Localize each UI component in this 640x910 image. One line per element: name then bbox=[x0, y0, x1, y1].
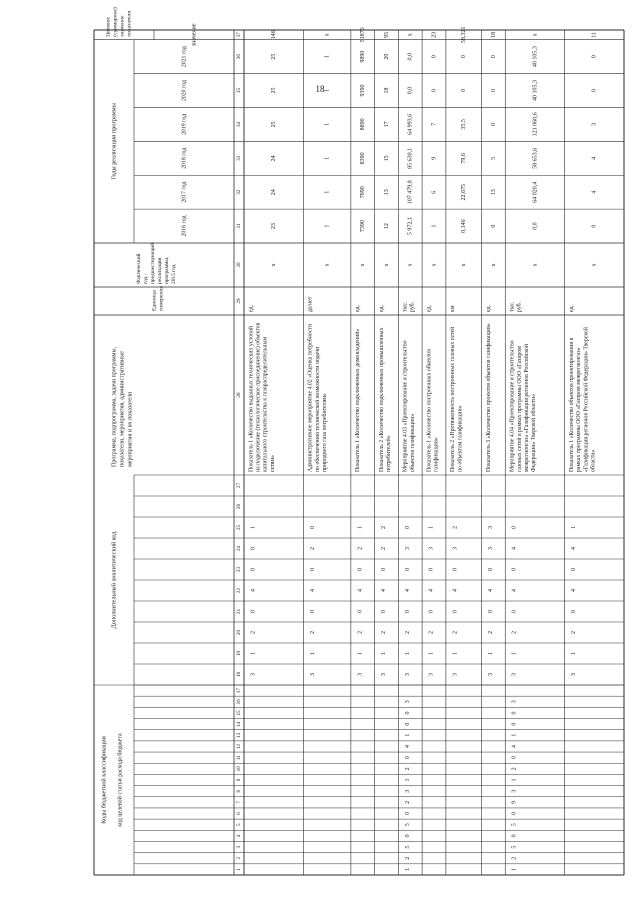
analytic-code-digit: 2 bbox=[404, 631, 411, 634]
row-year-value: 4 bbox=[591, 156, 598, 160]
row-year-value: 13 bbox=[383, 189, 390, 196]
row-target-value: 146 bbox=[271, 30, 278, 40]
budget-code-digit: 0 bbox=[511, 756, 518, 760]
row-year-value: 9890 bbox=[360, 50, 367, 63]
row-year-value: 0 bbox=[461, 89, 468, 93]
target-header: Целевое bbox=[105, 16, 112, 37]
analytic-code-digit: 3 bbox=[381, 673, 387, 676]
budget-code-digit: 3 bbox=[511, 789, 518, 793]
row-description: по обеспечению технической возможности подачи bbox=[314, 346, 321, 472]
analytic-code-digit: 0 bbox=[381, 610, 387, 613]
row-year-value: 7890 bbox=[360, 186, 367, 199]
budget-code-digit: 5 bbox=[511, 823, 518, 827]
analytic-code-digit: 3 bbox=[452, 673, 459, 676]
row-unit: км bbox=[450, 305, 457, 312]
analytic-code-digit: 1 bbox=[428, 526, 435, 529]
row-year-value: 0 bbox=[490, 224, 497, 228]
row-year-value: 5 972,1 bbox=[407, 217, 414, 236]
row-base-year: х bbox=[532, 263, 539, 267]
analytic-code-digit: 2 bbox=[381, 547, 387, 550]
analytic-code-digit: 1 bbox=[250, 526, 257, 529]
row-description: Федерации» Тверской области» bbox=[531, 394, 538, 472]
budget-code-digit: 1 bbox=[511, 867, 518, 871]
col-number: 12 bbox=[236, 743, 243, 750]
row-year-value: 24 bbox=[271, 155, 278, 162]
budget-code-digit: 4 bbox=[511, 744, 518, 748]
analytic-code-digit: 0 bbox=[428, 610, 435, 613]
budget-code-digit: 0 bbox=[404, 812, 411, 816]
col-number: 21 bbox=[236, 608, 243, 615]
row-year-value: 20 bbox=[383, 53, 390, 60]
row-year-value: 0 bbox=[490, 89, 497, 93]
col-number: 14 bbox=[236, 721, 243, 727]
row-base-year: х bbox=[591, 263, 598, 267]
row-unit: ед. bbox=[485, 305, 492, 312]
row-description: газификации» bbox=[433, 437, 440, 472]
analytic-code-digit: 3 bbox=[487, 673, 494, 676]
row-unit: руб. bbox=[409, 301, 416, 312]
analytic-code-digit: 0 bbox=[404, 568, 411, 571]
row-year-value: 5 bbox=[490, 156, 497, 160]
row-year-value: 1 bbox=[324, 190, 331, 194]
row-description: Показатель 3 «Количество проектов объектов газификации» bbox=[485, 323, 492, 472]
analytic-code-digit: 2 bbox=[357, 631, 364, 634]
budget-sub-header: код целевой статьи расхода бюджета bbox=[117, 733, 124, 827]
row-base-year: х bbox=[490, 263, 497, 267]
row-year-value: 0 bbox=[461, 55, 468, 59]
budget-code-digit: 1 bbox=[404, 733, 411, 737]
budget-code-digit: 1 bbox=[511, 733, 518, 737]
analytic-code-digit: 3 bbox=[309, 673, 316, 676]
unit-header: Единица bbox=[151, 290, 158, 311]
row-year-value: 1 bbox=[324, 122, 331, 126]
year-col-header: 2018 год bbox=[181, 147, 188, 169]
row-year-value: 0 bbox=[431, 55, 438, 59]
row-description: потребителей» bbox=[386, 435, 393, 472]
col-number: 9 bbox=[236, 778, 243, 782]
analytic-code-digit: 0 bbox=[571, 568, 577, 571]
row-year-value: 40 105,3 bbox=[532, 46, 539, 68]
analytic-code-digit: 0 bbox=[357, 610, 364, 613]
analytic-code-digit: 0 bbox=[309, 568, 316, 571]
analytic-code-digit: 2 bbox=[452, 526, 459, 529]
budget-code-digit: 0 bbox=[404, 711, 411, 715]
analytic-code-digit: 0 bbox=[404, 526, 411, 529]
analytic-code-digit: 0 bbox=[309, 526, 316, 529]
target-sub-header: значение bbox=[191, 23, 198, 47]
row-year-value: 22,675 bbox=[461, 183, 468, 201]
budget-code-digit: 0 bbox=[511, 834, 518, 838]
row-description: области» bbox=[590, 449, 597, 472]
row-year-value: 0 bbox=[591, 224, 598, 228]
base-year-header: предшествующий bbox=[150, 242, 157, 284]
row-target-value: 51876 bbox=[360, 27, 367, 43]
budget-code-digit: 5 bbox=[511, 845, 518, 849]
col-number: 33 bbox=[236, 155, 243, 161]
row-year-value: 4 bbox=[591, 190, 598, 194]
analytic-code-digit: 4 bbox=[452, 589, 459, 592]
analytic-code-digit: 1 bbox=[452, 652, 459, 655]
col-number: 19 bbox=[236, 650, 243, 657]
row-year-value: 0 bbox=[431, 89, 438, 93]
row-base-year: х bbox=[431, 263, 438, 267]
row-year-value: 7 bbox=[431, 122, 438, 126]
row-year-value: 12 bbox=[383, 223, 390, 230]
row-description: Показатель 1 «Количество выданных технических условий bbox=[248, 325, 255, 472]
row-year-value: 13 bbox=[490, 189, 497, 196]
budget-code-digit: 3 bbox=[511, 700, 518, 704]
analytic-code-digit: 1 bbox=[511, 652, 518, 655]
row-unit: тыс. bbox=[509, 301, 516, 312]
row-description: Мероприятие 4.04 «Проектирование и строительство bbox=[509, 340, 516, 472]
analytic-code-digit: 0 bbox=[428, 568, 435, 571]
analytic-code-digit: 0 bbox=[250, 610, 257, 613]
budget-code-digit: 3 bbox=[404, 789, 411, 793]
analytic-code-digit: 4 bbox=[487, 589, 494, 592]
row-base-year: х bbox=[383, 263, 390, 267]
row-year-value: 0 bbox=[591, 55, 598, 59]
col-number: 29 bbox=[236, 298, 243, 304]
budget-code-digit: 0 bbox=[511, 812, 518, 816]
row-description: Показатель 1 «Количество подключенных домовладений» bbox=[355, 328, 362, 472]
row-base-year: х bbox=[324, 263, 331, 267]
analytic-code-digit: 0 bbox=[571, 610, 577, 613]
analytic-code-digit: 2 bbox=[428, 631, 435, 634]
budget-code-digit: 2 bbox=[404, 856, 411, 860]
col-number: 25 bbox=[236, 524, 243, 531]
analytic-code-digit: 2 bbox=[357, 547, 364, 550]
col-number: 15 bbox=[236, 710, 243, 716]
col-number: 24 bbox=[236, 545, 243, 552]
row-target-value: х bbox=[532, 33, 539, 37]
row-description: природного газа потребителям» bbox=[322, 393, 329, 472]
row-unit: ед. bbox=[355, 305, 362, 312]
row-description: Показатель 1 «Количество построенных объектов bbox=[426, 349, 433, 472]
analytic-code-digit: 0 bbox=[452, 568, 459, 571]
analytic-code-digit: 4 bbox=[381, 589, 387, 592]
analytic-code-digit: 1 bbox=[357, 526, 364, 529]
analytic-code-digit: 3 bbox=[487, 526, 494, 529]
analytic-code-digit: 1 bbox=[571, 526, 577, 529]
col-number: 30 bbox=[236, 262, 243, 268]
row-unit: ед. bbox=[248, 305, 255, 312]
analytic-code-digit: 0 bbox=[487, 610, 494, 613]
budget-code-digit: 2 bbox=[404, 800, 411, 804]
row-year-value: 25 bbox=[271, 121, 278, 128]
row-target-value: х bbox=[407, 33, 414, 37]
row-description: рамках программы ООО «Газпром межрегионгаз» bbox=[576, 347, 583, 472]
analytic-code-digit: 0 bbox=[511, 610, 518, 613]
row-year-value: 0 bbox=[490, 122, 497, 126]
analytic-code-digit: 0 bbox=[487, 568, 494, 571]
analytic-code-digit: 2 bbox=[309, 631, 316, 634]
col-number: 13 bbox=[236, 732, 243, 738]
row-target-value: 11 bbox=[591, 31, 598, 38]
row-year-value: 25 bbox=[271, 87, 278, 94]
row-year-value: 1 bbox=[324, 224, 331, 228]
col-number: 17 bbox=[236, 687, 243, 694]
row-year-value: 0,0 bbox=[532, 222, 539, 230]
analytic-code-digit: 4 bbox=[309, 589, 316, 592]
budget-code-digit: 2 bbox=[511, 767, 518, 771]
analytic-code-digit: 2 bbox=[250, 631, 257, 634]
col-number: 3 bbox=[236, 845, 243, 849]
row-year-value: 1 bbox=[324, 89, 331, 93]
analytic-code-digit: 0 bbox=[511, 526, 518, 529]
row-target-value: 18 bbox=[490, 31, 497, 38]
base-year-header: программы, bbox=[164, 256, 171, 284]
analytic-code-digit: 4 bbox=[511, 589, 518, 592]
row-year-value: 107 479,8 bbox=[407, 180, 414, 205]
analytic-code-digit: 0 bbox=[309, 610, 316, 613]
col-number: 34 bbox=[236, 121, 243, 128]
row-unit: тыс. bbox=[402, 301, 409, 312]
row-unit: да/нет bbox=[307, 296, 314, 312]
base-year-header: реализации bbox=[157, 257, 164, 284]
budget-code-digit: 1 bbox=[404, 867, 411, 871]
row-unit: ед. bbox=[568, 305, 575, 312]
page-number: 18 bbox=[315, 84, 325, 94]
col-number: 20 bbox=[236, 629, 243, 636]
budget-code-digit: 1 bbox=[511, 778, 518, 782]
analytic-code-digit: 4 bbox=[428, 589, 435, 592]
row-year-value: 0 bbox=[591, 89, 598, 93]
analytic-code-digit: 1 bbox=[487, 652, 494, 655]
analytic-code-digit: 3 bbox=[404, 673, 411, 676]
col-number: 16 bbox=[236, 699, 243, 705]
base-year-header: год - bbox=[143, 273, 150, 284]
col-number: 31 bbox=[236, 223, 243, 229]
col-number: 22 bbox=[236, 587, 243, 594]
analytic-code-digit: 1 bbox=[309, 652, 316, 655]
analytic-code-digit: 3 bbox=[428, 547, 435, 550]
analytic-code-digit: 4 bbox=[511, 547, 518, 550]
budget-code-digit: 2 bbox=[404, 767, 411, 771]
row-description: объектов газификации» bbox=[409, 413, 416, 472]
years-header: Годы реализации программы bbox=[110, 103, 118, 180]
budget-class-header: Коды бюджетной классификации bbox=[100, 736, 108, 824]
row-year-value: 0,146 bbox=[461, 219, 468, 233]
budget-code-digit: 0 bbox=[511, 722, 518, 726]
analytic-code-digit: 1 bbox=[381, 652, 387, 655]
row-year-value: 1 bbox=[324, 55, 331, 59]
row-description: Показатель 1 «Количество объектов проектирования в bbox=[568, 337, 575, 472]
col-number: 28 bbox=[236, 392, 243, 398]
row-description: на подключение (технологическое присоединение) объектов bbox=[255, 322, 262, 472]
row-base-year: х bbox=[461, 263, 468, 267]
target-header: показателя bbox=[126, 10, 133, 37]
budget-code-digit: 3 bbox=[404, 700, 411, 704]
analytic-code-digit: 0 bbox=[250, 568, 257, 571]
row-year-value: 24 bbox=[271, 189, 278, 196]
program-header: мероприятия и их показатели bbox=[127, 391, 134, 467]
year-col-header: 2021 год bbox=[181, 46, 188, 68]
year-col-header: 2017 год bbox=[181, 181, 188, 203]
analytic-code-digit: 3 bbox=[428, 673, 435, 676]
analytic-code-digit: 2 bbox=[487, 631, 494, 634]
row-target-value: 23 bbox=[431, 31, 438, 38]
program-header: показатели, мероприятия, административные bbox=[119, 351, 126, 467]
col-number: 26 bbox=[236, 503, 243, 510]
row-base-year: х bbox=[360, 263, 367, 267]
year-col-header: 2019 год bbox=[181, 113, 188, 135]
analytic-code-digit: 4 bbox=[571, 547, 577, 550]
col-number: 36 bbox=[236, 54, 243, 60]
row-description: «Газификация регионов Российской Федерации» Тверской bbox=[583, 327, 590, 472]
analytic-code-digit: 3 bbox=[250, 673, 257, 676]
analytic-code-digit: 0 bbox=[511, 568, 518, 571]
row-year-value: 1 bbox=[324, 156, 331, 160]
year-col-header: 2016 год bbox=[181, 215, 188, 237]
row-description: Административное мероприятие 4.02 «Оценка потребности bbox=[307, 323, 314, 472]
analytic-code-digit: 3 bbox=[404, 547, 411, 550]
analytic-code-digit: 0 bbox=[250, 547, 257, 550]
row-description: по объектам газификации» bbox=[457, 405, 464, 472]
col-number: 27 bbox=[236, 482, 243, 489]
row-year-value: 15 bbox=[383, 155, 390, 162]
row-year-value: 23 bbox=[271, 223, 278, 230]
analytic-code-digit: 3 bbox=[487, 547, 494, 550]
row-year-value: 58 653,6 bbox=[532, 147, 539, 169]
analytic-code-digit: 4 bbox=[250, 589, 257, 592]
row-year-value: 25 bbox=[271, 53, 278, 60]
col-number: 11 bbox=[236, 755, 243, 761]
base-year-header: Фактический bbox=[136, 253, 143, 284]
rotated-table-group bbox=[94, 7, 624, 875]
row-description: сетям» bbox=[269, 455, 276, 472]
row-unit: ед. bbox=[378, 305, 385, 312]
row-year-value: 121 060,6 bbox=[532, 112, 539, 137]
analytic-code-digit: 3 bbox=[357, 673, 364, 676]
row-year-value: 64 993,6 bbox=[407, 113, 414, 135]
row-year-value: 79,6 bbox=[461, 153, 468, 164]
row-year-value: 64 020,4 bbox=[532, 181, 539, 203]
row-year-value: 85 630,1 bbox=[407, 147, 414, 169]
row-target-value: 95 bbox=[383, 31, 390, 38]
analytic-code-digit: 4 bbox=[404, 589, 411, 592]
row-year-value: 7390 bbox=[360, 220, 367, 233]
analytic-code-digit: 2 bbox=[381, 526, 387, 529]
row-year-value: 3 bbox=[591, 122, 598, 126]
col-number: 18 bbox=[236, 671, 243, 678]
row-description: капитального строительства к газораспределительным bbox=[262, 336, 269, 472]
analytic-code-digit: 1 bbox=[357, 652, 364, 655]
col-number: 6 bbox=[236, 812, 243, 815]
analytic-code-digit: 0 bbox=[357, 568, 364, 571]
unit-header: измерения bbox=[158, 286, 165, 311]
budget-code-digit: 2 bbox=[511, 856, 518, 860]
analytic-code-digit: 2 bbox=[452, 631, 459, 634]
row-year-value: 9390 bbox=[360, 84, 367, 97]
analytic-code-digit: 3 bbox=[571, 673, 577, 676]
year-col-header: 2020 год bbox=[181, 80, 188, 102]
budget-code-digit: 0 bbox=[511, 711, 518, 715]
col-number: 35 bbox=[236, 87, 243, 94]
row-year-value: 9 bbox=[431, 156, 438, 160]
row-year-value: 8390 bbox=[360, 152, 367, 165]
budget-code-digit: 0 bbox=[404, 756, 411, 760]
col-number: 8 bbox=[236, 789, 243, 793]
row-year-value: 0,0 bbox=[407, 86, 414, 95]
analytic-code-digit: 2 bbox=[571, 631, 577, 634]
row-target-value: 58,321 bbox=[461, 26, 468, 44]
row-target-value: х bbox=[324, 33, 331, 37]
budget-code-digit: 5 bbox=[404, 823, 411, 827]
row-year-value: 8890 bbox=[360, 118, 367, 131]
analytic-code-digit: 1 bbox=[428, 652, 435, 655]
analytic-header: Дополнительный аналитический код bbox=[110, 531, 118, 629]
analytic-code-digit: 4 bbox=[571, 589, 577, 592]
analytic-code-digit: 2 bbox=[309, 547, 316, 550]
row-year-value: 17 bbox=[383, 121, 390, 128]
budget-code-digit: 9 bbox=[511, 800, 518, 804]
budget-code-digit: 1 bbox=[404, 778, 411, 782]
base-year-header: 2015 год bbox=[171, 264, 178, 284]
analytic-code-digit: 3 bbox=[452, 547, 459, 550]
row-year-value: 40 105,3 bbox=[532, 80, 539, 102]
col-number: 5 bbox=[236, 823, 243, 827]
row-year-value: 6 bbox=[431, 190, 438, 194]
row-description: газовых сетей в рамках программы ООО «Газпром bbox=[516, 346, 523, 472]
analytic-code-digit: 2 bbox=[381, 631, 387, 634]
row-description: Показатель 2 «Количество подключенных промышленных bbox=[378, 327, 385, 472]
budget-code-digit: 0 bbox=[404, 834, 411, 838]
analytic-code-digit: 3 bbox=[511, 673, 518, 676]
row-base-year: х bbox=[271, 263, 278, 267]
col-number: 32 bbox=[236, 189, 243, 195]
row-description: межрегионгаз» «Газификация регионов Российской bbox=[523, 344, 530, 472]
analytic-code-digit: 1 bbox=[404, 652, 411, 655]
analytic-code-digit: 1 bbox=[571, 652, 577, 655]
budget-code-digit: 4 bbox=[404, 744, 411, 748]
col-number: 1 bbox=[236, 868, 243, 871]
row-year-value: 18 bbox=[383, 87, 390, 94]
program-header: Программа, подпрограмма, задачи программы, bbox=[111, 346, 118, 467]
row-year-value: 35,5 bbox=[461, 119, 468, 130]
row-description: Мероприятие 4.03 «Проектирование и строительство bbox=[402, 340, 409, 472]
row-description: Показатель 2 «Протяженность построенных газовых сетей bbox=[450, 326, 457, 472]
analytic-code-digit: 0 bbox=[381, 568, 387, 571]
row-year-value: 1 bbox=[431, 224, 438, 228]
budget-code-digit: 5 bbox=[404, 845, 411, 849]
analytic-code-digit: 1 bbox=[250, 652, 257, 655]
budget-code-digit: 0 bbox=[404, 722, 411, 726]
col-number: 23 bbox=[236, 566, 243, 573]
col-number: 2 bbox=[236, 856, 243, 860]
col-number: 4 bbox=[236, 834, 243, 838]
col-number: 37 bbox=[236, 32, 243, 38]
analytic-code-digit: 0 bbox=[452, 610, 459, 613]
row-year-value: 0,0 bbox=[407, 52, 414, 61]
target-header: значение bbox=[119, 15, 126, 37]
row-base-year: х bbox=[407, 263, 414, 267]
analytic-code-digit: 0 bbox=[404, 610, 411, 613]
row-unit: руб. bbox=[516, 301, 523, 312]
col-number: 7 bbox=[236, 801, 243, 804]
row-unit: ед. bbox=[426, 305, 433, 312]
target-header: (суммарное) bbox=[112, 7, 119, 37]
analytic-code-digit: 2 bbox=[511, 631, 518, 634]
col-number: 10 bbox=[236, 766, 243, 772]
row-year-value: 0 bbox=[490, 55, 497, 59]
analytic-code-digit: 4 bbox=[357, 589, 364, 592]
